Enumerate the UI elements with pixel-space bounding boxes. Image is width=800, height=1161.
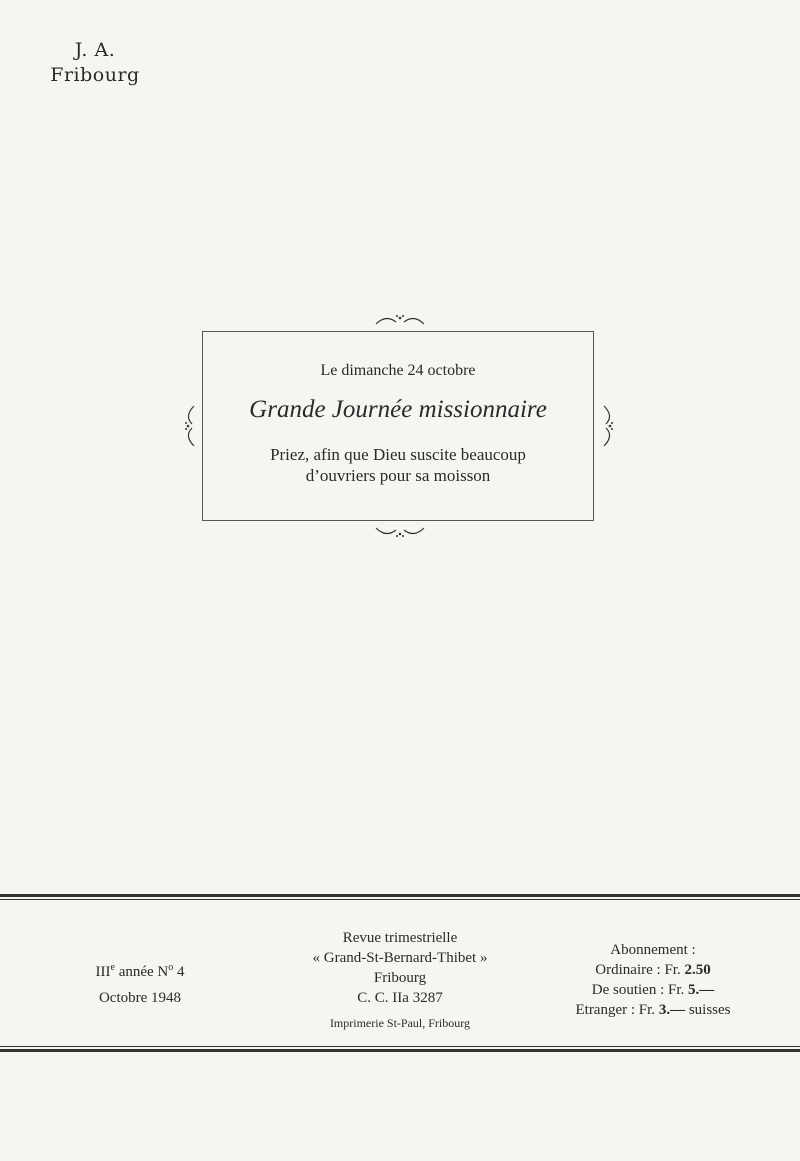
ordinary-value: 2.50	[684, 962, 711, 978]
corner-line-city: Fribourg	[50, 64, 140, 86]
footer-publication	[270, 928, 530, 1033]
footer-rule-bottom-thick	[0, 1049, 800, 1052]
announcement-box	[202, 331, 594, 521]
issue-year-word: année	[118, 964, 154, 980]
prayer-line-2: d’ouvriers pour sa moisson	[305, 466, 491, 485]
publication-account: C. C. IIa 3287	[357, 990, 443, 1006]
foreign-suffix: suisses	[688, 1002, 731, 1018]
footer-issue	[60, 958, 220, 1008]
foreign-label: Etranger : Fr.	[575, 1002, 656, 1018]
announcement-date: Le dimanche 24 octobre	[320, 362, 476, 379]
footer-subscription	[548, 940, 758, 1020]
subscription-foreign	[548, 1000, 758, 1020]
issue-date: Octobre 1948	[98, 990, 182, 1006]
prayer-line-1: Priez, afin que Dieu suscite beaucoup	[270, 445, 526, 464]
corner-mark	[40, 38, 150, 88]
ornament-top-icon	[372, 312, 428, 330]
ordinary-label: Ordinaire : Fr.	[595, 962, 681, 978]
publication-city: Fribourg	[373, 970, 427, 986]
ornament-bottom-icon	[372, 522, 428, 540]
announcement-title: Grande Journée missionnaire	[249, 396, 547, 423]
publication-printer: Imprimerie St-Paul, Fribourg	[329, 1016, 471, 1030]
issue-line	[60, 958, 220, 982]
corner-line-ja: J. A.	[74, 39, 116, 61]
issue-year-sup: e	[110, 962, 115, 973]
issue-number: 4	[177, 964, 185, 980]
foreign-value: 3.—	[658, 1002, 686, 1018]
issue-number-sup: o	[168, 962, 174, 973]
ornament-left-icon	[180, 402, 200, 450]
footer-rule-bottom-thin	[0, 1046, 800, 1047]
publication-name: « Grand-St-Bernard-Thibet »	[312, 950, 488, 966]
support-label: De soutien : Fr.	[591, 982, 685, 998]
support-value: 5.—	[688, 982, 715, 998]
announcement-prayer	[203, 444, 593, 486]
ornament-right-icon	[598, 402, 618, 450]
footer-rule-top-thin	[0, 899, 800, 900]
footer-rule-top-thick	[0, 894, 800, 897]
subscription-ordinary	[548, 960, 758, 980]
publication-type: Revue trimestrielle	[342, 930, 458, 946]
subscription-support	[548, 980, 758, 1000]
subscription-heading: Abonnement :	[610, 942, 696, 958]
issue-number-prefix: N	[157, 964, 169, 980]
issue-year-roman: III	[95, 964, 111, 980]
